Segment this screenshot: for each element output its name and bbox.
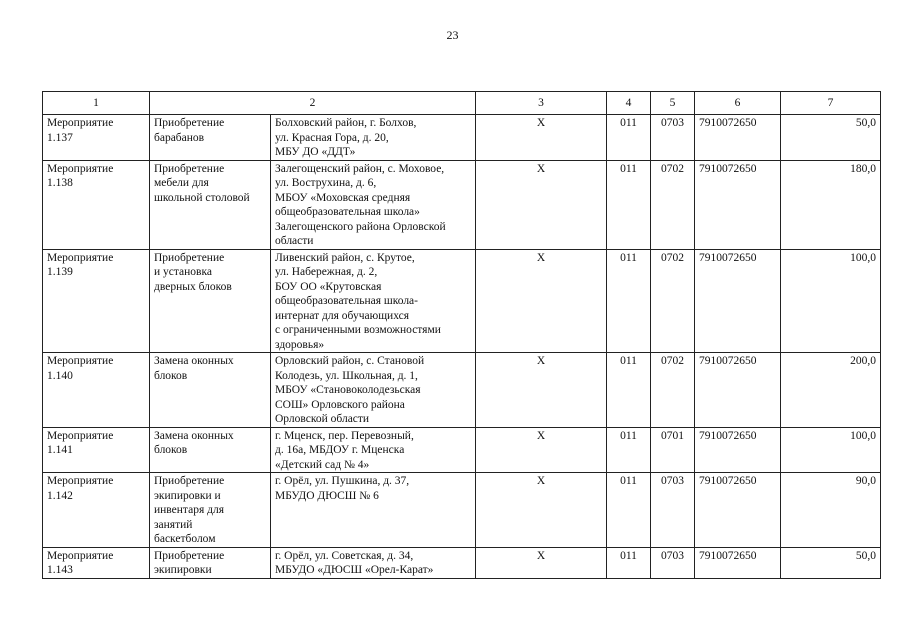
description-cell — [150, 249, 271, 353]
column-3-cell: Х — [476, 160, 607, 249]
table-row — [43, 473, 881, 548]
address-cell-line: здоровья» — [275, 338, 325, 351]
event-cell-line: 1.143 — [47, 564, 73, 576]
event-cell — [43, 547, 150, 578]
address-cell-line: Колодезь, ул. Школьная, д. 1, — [275, 369, 418, 382]
table-row — [43, 115, 881, 161]
event-cell — [43, 473, 150, 548]
table-row — [43, 353, 881, 428]
description-cell-line: Приобретение — [154, 117, 225, 129]
amount-cell: 90,0 — [781, 473, 881, 548]
event-cell-line: 1.139 — [47, 266, 73, 278]
address-cell — [271, 547, 476, 578]
description-cell-line: Приобретение — [154, 549, 225, 562]
address-cell-line: Орловской области — [275, 413, 370, 425]
column-6-cell: 7910072650 — [695, 249, 781, 353]
description-cell-line: Приобретение — [154, 475, 225, 487]
column-6-cell: 7910072650 — [695, 547, 781, 578]
column-4-cell: 011 — [607, 547, 651, 578]
event-cell-line: Мероприятие — [47, 117, 114, 129]
address-cell-line: Залегощенского района Орловской — [275, 220, 446, 233]
event-cell — [43, 427, 150, 473]
description-cell-line: школьной столовой — [154, 191, 250, 204]
address-cell-line: БОУ ОО «Крутовская — [275, 280, 382, 293]
event-cell — [43, 353, 150, 428]
address-cell — [271, 353, 476, 428]
address-cell-line: Орловский район, с. Становой — [275, 355, 425, 367]
column-5-cell: 0703 — [651, 115, 695, 161]
address-cell — [271, 473, 476, 548]
address-cell — [271, 427, 476, 473]
address-cell-line: г. Орёл, ул. Пушкина, д. 37, — [275, 475, 410, 487]
column-3-cell: Х — [476, 249, 607, 353]
table-row — [43, 249, 881, 353]
event-cell — [43, 115, 150, 161]
amount-cell: 50,0 — [781, 547, 881, 578]
column-6-cell: 7910072650 — [695, 473, 781, 548]
header-cell: 1 — [43, 92, 150, 115]
event-cell — [43, 160, 150, 249]
event-cell-line: Мероприятие — [47, 475, 114, 487]
event-cell-line: Мероприятие — [47, 549, 114, 562]
description-cell-line: баскетболом — [154, 533, 216, 545]
column-5-cell: 0701 — [651, 427, 695, 473]
column-4-cell: 011 — [607, 427, 651, 473]
event-cell-line: Мероприятие — [47, 162, 114, 175]
column-4-cell: 011 — [607, 249, 651, 353]
amount-cell: 200,0 — [781, 353, 881, 428]
event-cell-line: 1.138 — [47, 177, 73, 189]
address-cell-line: Залегощенский район, с. Моховое, — [275, 162, 445, 175]
column-4-cell: 011 — [607, 160, 651, 249]
address-cell-line: ул. Вострухина, д. 6, — [275, 177, 377, 189]
table-body — [43, 115, 881, 579]
amount-cell: 100,0 — [781, 249, 881, 353]
address-cell-line: д. 16а, МБДОУ г. Мценска — [275, 444, 405, 456]
description-cell-line: инвентаря для — [154, 504, 224, 516]
description-cell — [150, 427, 271, 473]
description-cell-line: Замена оконных — [154, 355, 234, 367]
column-5-cell: 0702 — [651, 249, 695, 353]
column-5-cell: 0702 — [651, 160, 695, 249]
address-cell-line: общеобразовательная школа» — [275, 206, 420, 218]
budget-table — [42, 91, 881, 579]
event-cell-line: 1.142 — [47, 489, 73, 502]
event-cell-line: 1.141 — [47, 444, 73, 456]
header-cell: 2 — [150, 92, 476, 115]
address-cell-line: Болховский район, г. Болхов, — [275, 117, 417, 129]
address-cell-line: МБОУ «Становоколодезьская — [275, 384, 421, 396]
address-cell-line: СОШ» Орловского района — [275, 398, 405, 411]
description-cell — [150, 115, 271, 161]
event-cell-line: 1.140 — [47, 369, 73, 382]
column-3-cell: Х — [476, 427, 607, 473]
address-cell — [271, 249, 476, 353]
description-cell-line: занятий — [154, 518, 193, 531]
column-6-cell: 7910072650 — [695, 160, 781, 249]
address-cell-line: общеобразовательная школа- — [275, 295, 418, 307]
address-cell — [271, 115, 476, 161]
address-cell-line: с ограниченными возможностями — [275, 324, 441, 336]
address-cell-line: «Детский сад № 4» — [275, 458, 370, 471]
column-3-cell: Х — [476, 547, 607, 578]
address-cell-line: МБУ ДО «ДДТ» — [275, 146, 356, 158]
column-3-cell: Х — [476, 115, 607, 161]
address-cell-line: г. Орёл, ул. Советская, д. 34, — [275, 549, 414, 562]
column-4-cell: 011 — [607, 115, 651, 161]
page-number: 23 — [446, 28, 459, 42]
description-cell-line: и установка — [154, 266, 213, 278]
address-cell-line: области — [275, 235, 314, 247]
event-cell-line: Мероприятие — [47, 251, 114, 264]
header-cell: 6 — [695, 92, 781, 115]
description-cell — [150, 160, 271, 249]
header-cell: 5 — [651, 92, 695, 115]
amount-cell: 100,0 — [781, 427, 881, 473]
column-4-cell: 011 — [607, 473, 651, 548]
description-cell-line: экипировки и — [154, 489, 221, 502]
header-cell: 4 — [607, 92, 651, 115]
address-cell-line: Ливенский район, с. Крутое, — [275, 251, 415, 264]
description-cell-line: экипировки — [154, 564, 212, 576]
address-cell-line: г. Мценск, пер. Перевозный, — [275, 429, 414, 442]
description-cell-line: Приобретение — [154, 251, 225, 264]
address-cell-line: интернат для обучающихся — [275, 309, 410, 322]
description-cell — [150, 473, 271, 548]
address-cell-line: ул. Красная Гора, д. 20, — [275, 131, 389, 144]
amount-cell: 180,0 — [781, 160, 881, 249]
description-cell-line: мебели для — [154, 177, 209, 189]
description-cell-line: дверных блоков — [154, 280, 232, 293]
address-cell-line: МБУДО «ДЮСШ «Орел-Карат» — [275, 564, 434, 576]
description-cell — [150, 353, 271, 428]
description-cell-line: блоков — [154, 444, 188, 456]
description-cell-line: Приобретение — [154, 162, 225, 175]
header-row — [43, 92, 881, 115]
address-cell — [271, 160, 476, 249]
description-cell-line: барабанов — [154, 131, 205, 144]
table-row — [43, 427, 881, 473]
event-cell-line: Мероприятие — [47, 429, 114, 442]
event-cell-line: Мероприятие — [47, 355, 114, 367]
table-row — [43, 160, 881, 249]
address-cell-line: ул. Набережная, д. 2, — [275, 266, 378, 278]
header-cell: 3 — [476, 92, 607, 115]
description-cell-line: блоков — [154, 369, 188, 382]
table-row — [43, 547, 881, 578]
column-3-cell: Х — [476, 473, 607, 548]
column-6-cell: 7910072650 — [695, 115, 781, 161]
column-5-cell: 0703 — [651, 547, 695, 578]
address-cell-line: МБУДО ДЮСШ № 6 — [275, 489, 379, 502]
description-cell — [150, 547, 271, 578]
header-cell: 7 — [781, 92, 881, 115]
description-cell-line: Замена оконных — [154, 429, 234, 442]
column-5-cell: 0703 — [651, 473, 695, 548]
column-6-cell: 7910072650 — [695, 427, 781, 473]
column-3-cell: Х — [476, 353, 607, 428]
event-cell — [43, 249, 150, 353]
column-4-cell: 011 — [607, 353, 651, 428]
column-5-cell: 0702 — [651, 353, 695, 428]
address-cell-line: МБОУ «Моховская средняя — [275, 191, 411, 204]
amount-cell: 50,0 — [781, 115, 881, 161]
column-6-cell: 7910072650 — [695, 353, 781, 428]
event-cell-line: 1.137 — [47, 131, 73, 144]
